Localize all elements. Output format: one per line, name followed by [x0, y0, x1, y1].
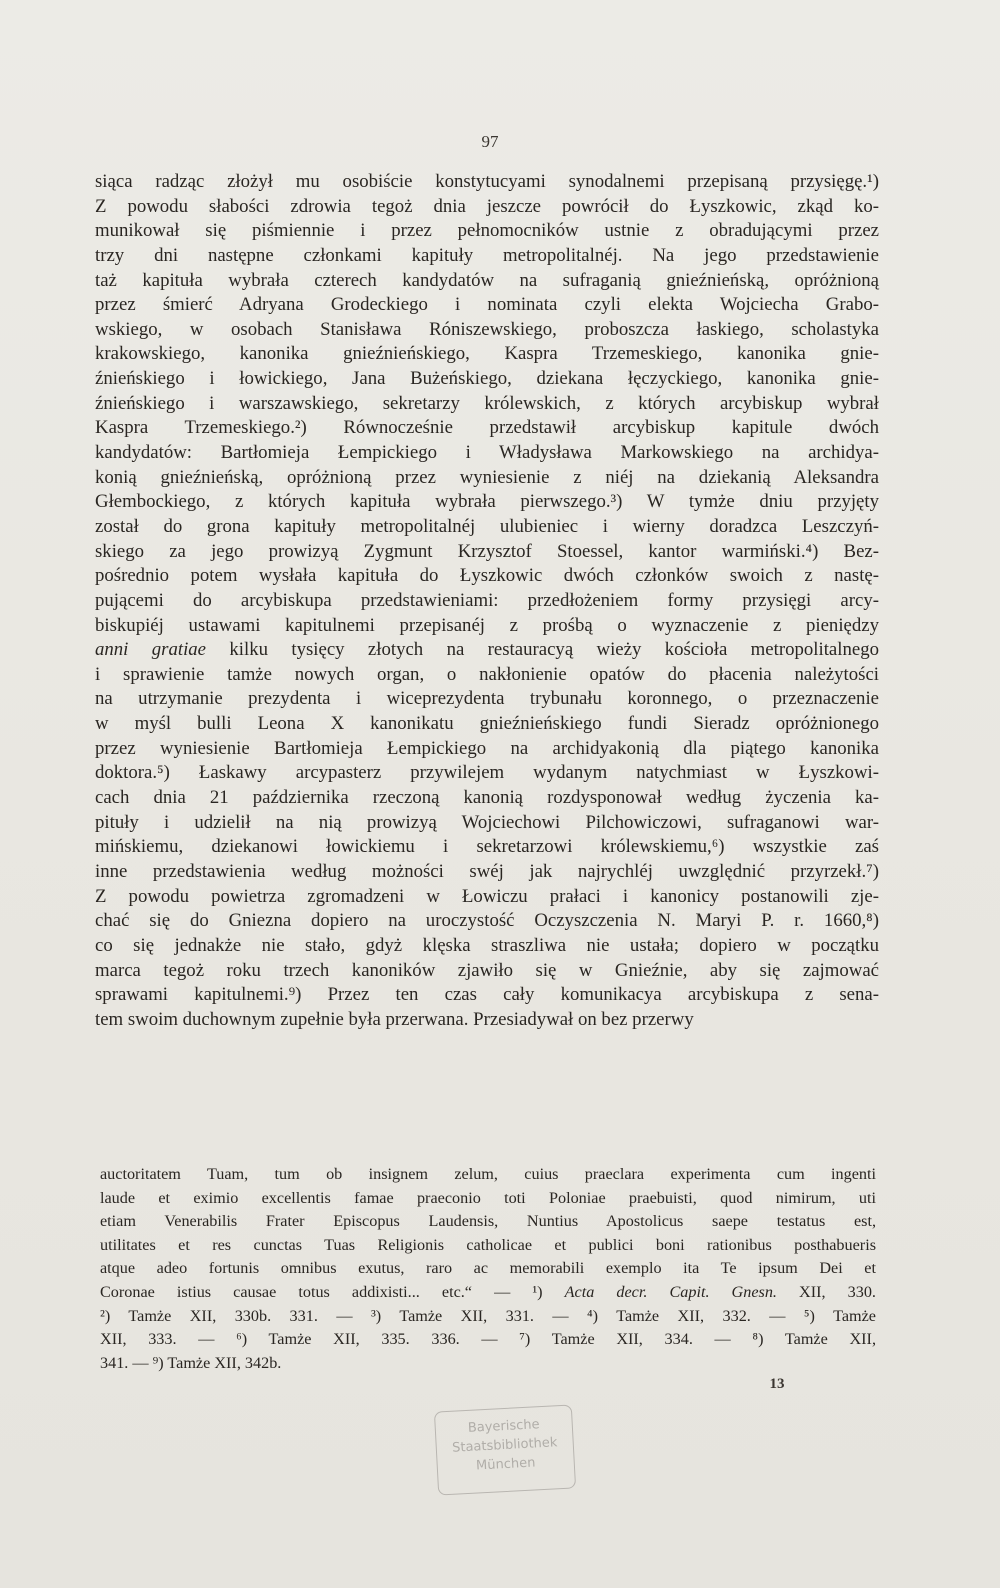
text-line	[95, 712, 879, 737]
text-segment: biskupiéj ustawami kapitulnemi przepisanéj z prośbą o wyznaczenie z pieniędzy	[95, 614, 879, 636]
footnote-line	[100, 1305, 876, 1329]
text-segment: Acta decr. Capit. Gnesn.	[564, 1282, 777, 1301]
footnote-line	[100, 1257, 876, 1281]
text-line	[95, 786, 879, 811]
text-segment: został do grona kapituły metropolitalnéj ulubieniec i wierny doradzca Leszczyń-	[95, 515, 879, 537]
text-segment: przez śmierć Adryana Grodeckiego i nominata czyli elekta Wojciecha Grabo-	[95, 294, 879, 316]
footnote-line	[100, 1352, 876, 1376]
text-line	[95, 663, 879, 688]
page-number: 97	[481, 132, 499, 151]
text-line	[95, 687, 879, 712]
text-segment: siąca radząc złożył mu osobiście konstytucyami synodalnemi przepisaną przysięgę.¹)	[95, 171, 879, 192]
text-segment: Coronae istius causae totus addixisti... etc.“ — ¹)	[100, 1282, 565, 1301]
text-segment: etiam Venerabilis Frater Episcopus Laudensis, Nuntius Apostolicus saepe testatus est,	[100, 1212, 876, 1231]
text-line	[95, 515, 879, 540]
text-line	[95, 441, 879, 466]
stamp-line: Bayerische	[467, 1417, 540, 1436]
text-line	[95, 564, 879, 589]
text-line	[95, 934, 879, 959]
footnote-line	[100, 1281, 876, 1305]
text-line	[95, 219, 879, 244]
footnote-line	[100, 1210, 876, 1234]
text-segment: przez wyniesienie Bartłomieja Łempickiego na archidyakonią dla piątego kanonika	[95, 737, 879, 759]
text-line	[95, 614, 879, 639]
text-segment: pituły i udzielił na nią prowizyą Wojciechowi Pilchowiczowi, sufraganowi war-	[95, 811, 879, 833]
text-line	[95, 959, 879, 984]
footnote-line	[100, 1187, 876, 1211]
main-text	[95, 170, 879, 1032]
text-segment: tem swoim duchownym zupełnie była przerwana. Przesiadywał on bez przerwy	[95, 1008, 694, 1030]
text-line	[95, 983, 879, 1008]
text-segment: auctoritatem Tuam, tum ob insignem zelum, cuius praeclara experimenta cum ingenti	[100, 1165, 876, 1183]
text-segment: 341. — ⁹) Tamże XII, 342b.	[100, 1353, 282, 1372]
text-segment: na utrzymanie prezydenta i wiceprezydenta trybunału koronnego, o przeznaczenie	[95, 688, 879, 710]
text-line	[95, 761, 879, 786]
text-segment: trzy dni następne członkami kapituły metropolitalnéj. Na jego przedstawienie	[95, 244, 879, 266]
text-segment: pośrednio potem wysłała kapituła do Łyszkowic dwóch członków swoich z nastę-	[95, 565, 879, 587]
text-segment: laude et eximio excellentis famae praeconio toti Poloniae praebuisti, quod nimirum, uti	[100, 1188, 876, 1207]
text-segment: w myśl bulli Leona X kanonikatu gnieźnieńskiego fundi Sieradz opróżnionego	[95, 713, 879, 735]
text-line	[95, 269, 879, 294]
text-segment: marca tegoż roku trzech kanoników zjawiło się w Gnieźnie, aby się zajmować	[95, 959, 879, 981]
text-segment: i sprawienie tamże nowych organ, o nakłonienie opatów do płacenia należytości	[95, 663, 879, 685]
text-segment: co się jednakże nie stało, gdyż klęska straszliwa nie ustała; dopiero w początku	[95, 934, 879, 956]
text-line	[95, 170, 879, 195]
text-line	[95, 416, 879, 441]
text-line	[95, 490, 879, 515]
text-line	[95, 244, 879, 269]
text-segment: źnieńskiego i łowickiego, Jana Bużeńskiego, dziekana łęczyckiego, kanonika gnie-	[95, 368, 879, 390]
text-line	[95, 638, 879, 663]
footnote-line	[100, 1163, 876, 1187]
text-segment: skiego za jego prowizyą Zygmunt Krzysztof Stoessel, kantor warmiński.⁴) Bez-	[95, 540, 879, 562]
signature-mark: 13	[769, 1376, 785, 1392]
text-segment: Głembockiego, z których kapituła wybrała pierwszego.³) W tymże dniu przyjęty	[95, 491, 879, 513]
text-line	[95, 392, 879, 417]
footnotes	[100, 1163, 876, 1375]
text-segment: sprawami kapitulnemi.⁹) Przez ten czas cały komunikacya arcybiskupa z sena-	[95, 984, 879, 1006]
text-segment: źnieńskiego i warszawskiego, sekretarzy królewskich, z których arcybiskup wybrał	[95, 392, 879, 414]
text-segment: XII, 330.	[776, 1282, 876, 1301]
text-segment: krakowskiego, kanonika gnieźnieńskiego, Kaspra Trzemeskiego, kanonika gnie-	[95, 343, 879, 365]
text-segment: doktora.⁵) Łaskawy arcypasterz przywilejem wydanym natychmiast w Łyszkowi-	[95, 762, 879, 784]
text-line	[95, 835, 879, 860]
text-line	[95, 811, 879, 836]
text-segment: Z powodu powietrza zgromadzeni w Łowiczu prałaci i kanonicy postanowili zje-	[95, 885, 879, 907]
text-segment: XII, 333. — ⁶) Tamże XII, 335. 336. — ⁷) Tamże XII, 334. — ⁸) Tamże XII,	[100, 1330, 876, 1349]
text-line	[95, 293, 879, 318]
text-line	[95, 909, 879, 934]
text-segment: ²) Tamże XII, 330b. 331. — ³) Tamże XII, 331. — ⁴) Tamże XII, 332. — ⁵) Tamże	[100, 1306, 876, 1325]
text-segment: cach dnia 21 października rzeczoną kanonią rozdysponował według życzenia ka-	[95, 787, 879, 809]
text-segment: Z powodu słabości zdrowia tegoż dnia jeszcze powrócił do Łyszkowic, zkąd ko-	[95, 195, 879, 217]
text-line	[95, 885, 879, 910]
text-line	[95, 737, 879, 762]
library-stamp	[434, 1404, 576, 1495]
text-segment: chać się do Gniezna dopiero na uroczystość Oczyszczenia N. Maryi P. r. 1660,⁸)	[95, 910, 879, 932]
stamp-line: Staatsbibliothek	[451, 1435, 558, 1456]
text-line	[95, 318, 879, 343]
text-line	[95, 860, 879, 885]
text-segment: taż kapituła wybrała czterech kandydatów na sufraganią gnieźnieńską, opróżnioną	[95, 269, 879, 291]
text-line	[95, 589, 879, 614]
text-segment: kandydatów: Bartłomieja Łempickiego i Władysława Markowskiego na archidya-	[95, 442, 879, 464]
text-segment: munikował się piśmiennie i przez pełnomocników ustnie z obradującymi przez	[95, 220, 879, 242]
text-segment: atque adeo fortunis omnibus exutus, raro ac memorabili exemplo ita Te ipsum Dei et	[100, 1259, 876, 1278]
text-line	[95, 540, 879, 565]
text-line	[95, 195, 879, 220]
text-line	[95, 1008, 879, 1033]
text-segment: wskiego, w osobach Stanisława Róniszewskiego, proboszcza łaskiego, scholastyka	[95, 318, 879, 340]
text-line	[95, 466, 879, 491]
text-segment: mińskiemu, dziekanowi łowickiemu i sekretarzowi królewskiemu,⁶) wszystkie zaś	[95, 836, 879, 858]
stamp-line: München	[475, 1455, 536, 1474]
text-segment: anni gratiae	[95, 639, 207, 661]
text-segment: inne przedstawienia według możności swéj jak najrychléj uwzględnić przyrzekł.⁷)	[95, 860, 879, 882]
text-segment: konią gnieźnieńską, opróżnioną przez wyniesienie z niéj na dziekanią Aleksandra	[95, 466, 879, 488]
text-segment: kilku tysięcy złotych na restauracyą wieży kościoła metropolitalnego	[206, 639, 879, 661]
footnote-line	[100, 1234, 876, 1258]
text-line	[95, 342, 879, 367]
text-segment: utilitates et res cunctas Tuas Religionis catholicae et publici boni rationibus posthabueris	[100, 1235, 876, 1254]
text-segment: Kaspra Trzemeskiego.²) Równocześnie przedstawił arcybiskup kapitule dwóch	[95, 417, 879, 439]
text-segment: pującemi do arcybiskupa przedstawieniami: przedłożeniem formy przysięgi arcy-	[95, 589, 879, 611]
footnote-line	[100, 1328, 876, 1352]
text-line	[95, 367, 879, 392]
